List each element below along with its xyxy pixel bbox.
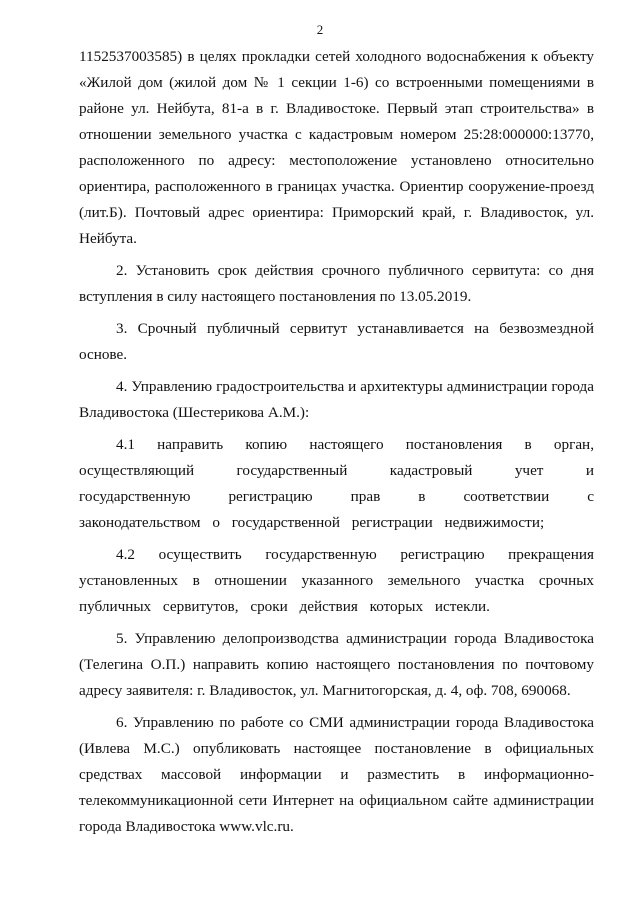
document-body (79, 44, 594, 846)
paragraph-item-5: 5. Управлению делопроизводства администрации города Владивостока (Телегина О.П.) направить копию настоящего постановления по почтовому адресу заявителя: г. Владивосток, ул. Магнитогорская, д. 4, оф. 708, 690068. (79, 630, 594, 699)
paragraph-item-3: 3. Срочный публичный сервитут устанавливается на безвозмездной основе. (79, 320, 594, 363)
paragraph-item-4: 4. Управлению градостроительства и архитектуры администрации города Владивостока (Шестерикова А.М.): (79, 378, 594, 421)
paragraph-item-2: 2. Установить срок действия срочного публичного сервитута: со дня вступления в силу настоящего постановления по 13.05.2019. (79, 262, 594, 305)
page-number: 2 (316, 22, 324, 37)
paragraph-item-6: 6. Управлению по работе со СМИ администрации города Владивостока (Ивлева М.С.) опубликовать настоящее постановление в официальных средствах массовой информации и разместить в информационно-телекоммуникационной сети Интернет на официальном сайте администрации города Владивостока www.vlc.ru. (79, 714, 594, 835)
paragraph-item-4-2: 4.2 осуществить государственную регистрацию прекращения установленных в отношении указанного земельного участка срочных публичных сервитутов, сроки действия которых истекли. (79, 546, 594, 615)
paragraph-servitude-object: 1152537003585) в целях прокладки сетей холодного водоснабжения к объекту «Жилой дом (жилой дом № 1 секции 1-6) со встроенными помещениями в районе ул. Нейбута, 81-а в г. Владивостоке. Первый этап строительства» в отношении земельного участка с кадастровым номером 25:28:000000:13770, расположенного по адресу: местоположение установлено относительно ориентира, расположенного в границах участка. Ориентир сооружение-проезд (лит.Б). Почтовый адрес ориентира: Приморский край, г. Владивосток, ул. Нейбута. (79, 48, 594, 247)
paragraph-item-4-1: 4.1 направить копию настоящего постановления в орган, осуществляющий государственный кадастровый учет и государственную регистрацию прав в соответствии с законодательством о государственной регистрации недвижимости; (79, 436, 594, 531)
